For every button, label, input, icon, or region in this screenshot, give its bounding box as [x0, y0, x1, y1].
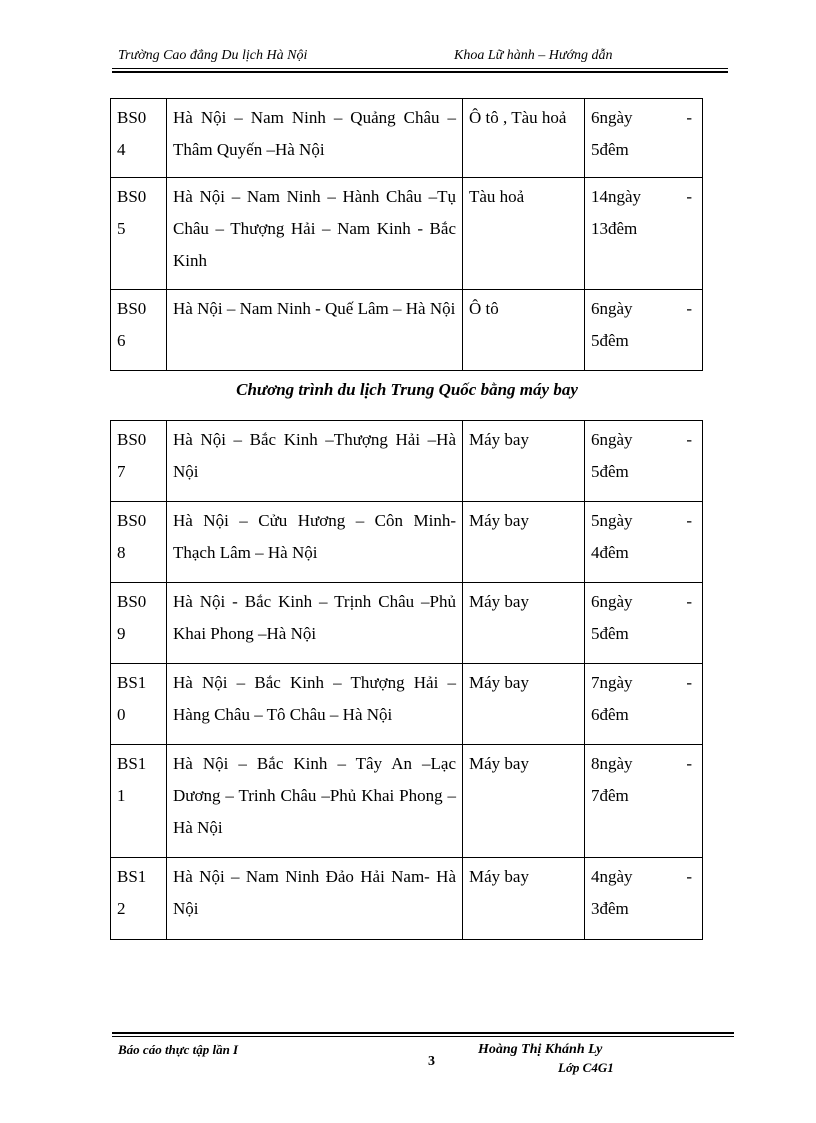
duration-cell: [585, 745, 703, 858]
footer-report: Báo cáo thực tập lần I: [118, 1042, 239, 1057]
table-row: [111, 290, 703, 371]
tour-table-2: [110, 420, 703, 940]
tour-code-suffix: 2: [117, 899, 126, 918]
table-row: [111, 858, 703, 940]
tour-code-suffix: 5: [117, 219, 126, 238]
duration-nights: 5đêm: [591, 331, 629, 350]
table-row: [111, 178, 703, 290]
tour-code-cell: [111, 583, 167, 664]
duration-dash: -: [686, 511, 692, 530]
tour-code-prefix: BS0: [117, 592, 147, 611]
duration-nights: 6đêm: [591, 705, 629, 724]
route-cell: Hà Nội - Bắc Kinh – Trịnh Châu –Phủ Khai Phong –Hà Nội: [167, 583, 463, 664]
section-title: Chương trình du lịch Trung Quốc bằng máy bay: [236, 380, 578, 399]
tour-code-prefix: BS1: [117, 673, 147, 692]
footer-rule: [112, 1036, 734, 1037]
table-row: [111, 583, 703, 664]
route-cell: Hà Nội – Nam Ninh - Quế Lâm – Hà Nội: [167, 290, 463, 371]
tour-code-cell: [111, 664, 167, 745]
footer-class: Lớp C4G1: [558, 1060, 614, 1075]
tour-code-prefix: BS0: [117, 108, 147, 127]
footer-author: Hoàng Thị Khánh Ly: [478, 1042, 603, 1057]
header-school: Trường Cao đẳng Du lịch Hà Nội: [118, 48, 308, 63]
header-rule-thick: [112, 71, 728, 73]
transport-cell: Tàu hoả: [463, 178, 585, 290]
footer-rule-thick: [112, 1032, 734, 1034]
transport-cell: Ô tô: [463, 290, 585, 371]
duration-nights: 5đêm: [591, 462, 629, 481]
tour-code-prefix: BS0: [117, 187, 147, 206]
tour-table-1: [110, 98, 703, 371]
header-rule: [112, 68, 728, 69]
duration-nights: 3đêm: [591, 899, 629, 918]
route-cell: Hà Nội – Nam Ninh – Hành Châu –Tụ Châu – Thượng Hải – Nam Kinh - Bắc Kinh: [167, 178, 463, 290]
tour-code-cell: [111, 290, 167, 371]
transport-cell: Máy bay: [463, 664, 585, 745]
duration-days: 7ngày: [591, 673, 633, 692]
duration-nights: 5đêm: [591, 624, 629, 643]
transport-cell: Máy bay: [463, 858, 585, 940]
duration-nights: 7đêm: [591, 786, 629, 805]
duration-days: 6ngày: [591, 592, 633, 611]
table-row: [111, 664, 703, 745]
tour-code-suffix: 0: [117, 705, 126, 724]
route-cell: Hà Nội – Nam Ninh Đảo Hải Nam- Hà Nội: [167, 858, 463, 940]
table-row: [111, 99, 703, 178]
duration-days: 8ngày: [591, 754, 633, 773]
route-cell: Hà Nội – Nam Ninh – Quảng Châu – Thâm Quyến –Hà Nội: [167, 99, 463, 178]
table-row: [111, 421, 703, 502]
duration-cell: [585, 178, 703, 290]
route-cell: Hà Nội – Bắc Kinh – Tây An –Lạc Dương – Trinh Châu –Phủ Khai Phong – Hà Nội: [167, 745, 463, 858]
tour-code-cell: [111, 745, 167, 858]
duration-cell: [585, 858, 703, 940]
tour-code-suffix: 1: [117, 786, 126, 805]
duration-days: 6ngày: [591, 108, 633, 127]
duration-cell: [585, 99, 703, 178]
table-row: [111, 745, 703, 858]
duration-nights: 13đêm: [591, 219, 638, 238]
tour-code-suffix: 9: [117, 624, 126, 643]
transport-cell: Máy bay: [463, 502, 585, 583]
header-faculty: Khoa Lữ hành – Hướng dẫn: [454, 48, 613, 63]
route-cell: Hà Nội – Bắc Kinh –Thượng Hải –Hà Nội: [167, 421, 463, 502]
tour-code-suffix: 7: [117, 462, 126, 481]
tour-code-prefix: BS0: [117, 299, 147, 318]
duration-nights: 4đêm: [591, 543, 629, 562]
duration-days: 5ngày: [591, 511, 633, 530]
transport-cell: Máy bay: [463, 583, 585, 664]
duration-cell: [585, 421, 703, 502]
duration-dash: -: [686, 187, 692, 206]
route-cell: Hà Nội – Cửu Hương – Côn Minh- Thạch Lâm – Hà Nội: [167, 502, 463, 583]
duration-dash: -: [686, 754, 692, 773]
duration-dash: -: [686, 867, 692, 886]
tour-code-suffix: 4: [117, 140, 126, 159]
duration-dash: -: [686, 108, 692, 127]
tour-code-suffix: 8: [117, 543, 126, 562]
tour-code-cell: [111, 502, 167, 583]
page-number: 3: [428, 1054, 435, 1069]
tour-code-prefix: BS1: [117, 867, 147, 886]
transport-cell: Ô tô , Tàu hoả: [463, 99, 585, 178]
duration-days: 4ngày: [591, 867, 633, 886]
transport-cell: Máy bay: [463, 421, 585, 502]
duration-days: 6ngày: [591, 430, 633, 449]
duration-dash: -: [686, 430, 692, 449]
tour-code-cell: [111, 178, 167, 290]
tour-code-cell: [111, 99, 167, 178]
duration-dash: -: [686, 673, 692, 692]
tour-code-cell: [111, 421, 167, 502]
duration-cell: [585, 664, 703, 745]
tour-code-cell: [111, 858, 167, 940]
tour-code-prefix: BS0: [117, 511, 147, 530]
duration-days: 14ngày: [591, 187, 642, 206]
tour-code-prefix: BS1: [117, 754, 147, 773]
duration-dash: -: [686, 592, 692, 611]
duration-days: 6ngày: [591, 299, 633, 318]
route-cell: Hà Nội – Bắc Kinh – Thượng Hải – Hàng Châu – Tô Châu – Hà Nội: [167, 664, 463, 745]
transport-cell: Máy bay: [463, 745, 585, 858]
duration-nights: 5đêm: [591, 140, 629, 159]
page-header: [112, 48, 728, 70]
duration-cell: [585, 502, 703, 583]
table-row: [111, 502, 703, 583]
duration-dash: -: [686, 299, 692, 318]
tour-code-suffix: 6: [117, 331, 126, 350]
duration-cell: [585, 290, 703, 371]
tour-code-prefix: BS0: [117, 430, 147, 449]
duration-cell: [585, 583, 703, 664]
